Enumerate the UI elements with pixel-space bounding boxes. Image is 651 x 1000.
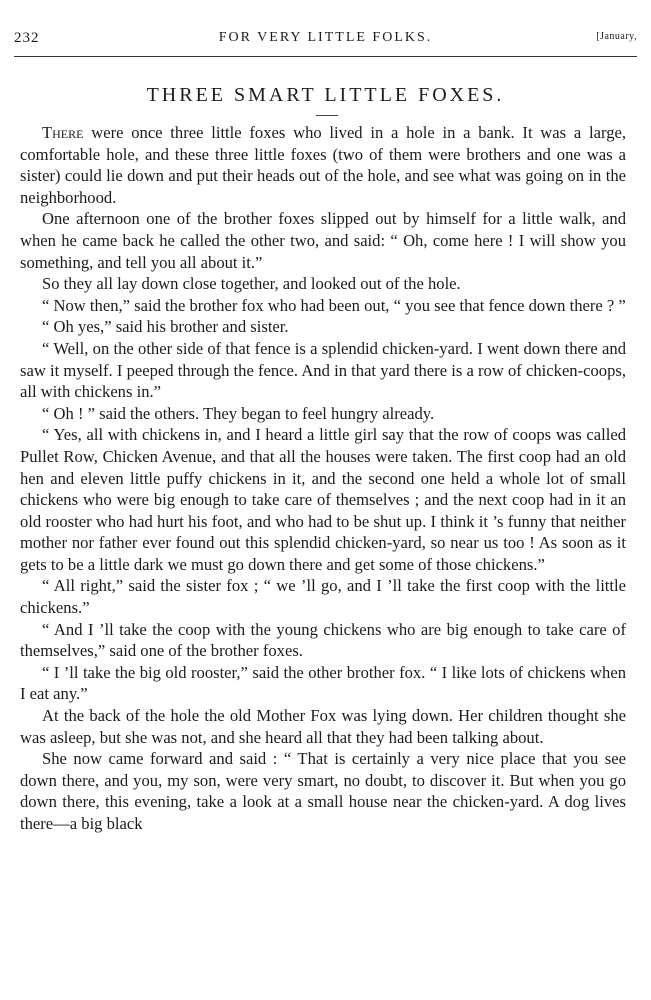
paragraph-2: One afternoon one of the brother foxes slipped out by himself for a little walk, and when he came back he called the other two, and said: “ Oh, come here ! I will show you something, and tell you all about it.” <box>20 209 626 272</box>
paragraph-4: “ Now then,” said the brother fox who had been out, “ you see that fence down there ? ” <box>42 295 626 315</box>
paragraph-text: were once three little foxes who lived in a hole in a bank. It was a large, comfortable hole, and these three little foxes (two of them were brothers and one was a sister) could lie down and put their heads out of the hole, and see what was going on in the neighborhood. <box>20 123 626 207</box>
paragraph-8: “ Yes, all with chickens in, and I heard a little girl say that the row of coops was called Pullet Row, Chicken Avenue, and that all the houses were taken. The first coop had an old hen and eleven little puffy chickens in it, and the second one held a whole lot of small chickens who were big enough to take care of themselves ; and the next coop had in it an old rooster who had hurt his foot, and who had to be shut up. I think it ’s funny that neither mother nor father ever found out this splendid chicken-yard, so near us too ! As soon as it gets to be a little dark we must go down there and get some of those chickens.” <box>20 425 626 574</box>
page-number: 232 <box>14 30 40 46</box>
paragraph-10: “ And I ’ll take the coop with the young chickens who are big enough to take care of themselves,” said one of the brother foxes. <box>20 619 626 661</box>
running-month: [January, <box>596 31 637 42</box>
title-rule <box>316 115 338 116</box>
running-title: FOR VERY LITTLE FOLKS. <box>218 30 433 45</box>
paragraph-3: So they all lay down close together, and looked out of the hole. <box>42 274 461 294</box>
paragraph-1 <box>20 122 626 208</box>
paragraph-11: “ I ’ll take the big old rooster,” said the other brother fox. “ I like lots of chickens when I eat any.” <box>20 662 626 704</box>
paragraph-9: “ All right,” said the sister fox ; “ we ’ll go, and I ’ll take the first coop with the little chickens.” <box>20 576 626 618</box>
paragraph-5: “ Oh yes,” said his brother and sister. <box>42 317 289 337</box>
drop-word: There <box>42 123 84 142</box>
running-header <box>14 30 637 50</box>
paragraph-7: “ Oh ! ” said the others. They began to feel hungry already. <box>42 403 435 423</box>
paragraph-12: At the back of the hole the old Mother Fox was lying down. Her children thought she was asleep, but she was not, and she heard all that they had been talking about. <box>20 706 626 747</box>
paragraph-13: She now came forward and said : “ That is certainly a very nice place that you see down there, and you, my son, were very smart, no doubt, to discover it. But when you go down there, this evening, take a look at a small house near the chicken-yard. A dog lives there—a big black <box>20 749 626 833</box>
header-rule <box>14 56 637 57</box>
paragraph-6: “ Well, on the other side of that fence is a splendid chicken-yard. I went down there and saw it myself. I peeped through the fence. And in that yard there is a row of chicken-coops, all with chickens in.” <box>20 338 626 402</box>
story-title: THREE SMART LITTLE FOXES. <box>146 84 505 106</box>
story-body <box>20 122 626 835</box>
